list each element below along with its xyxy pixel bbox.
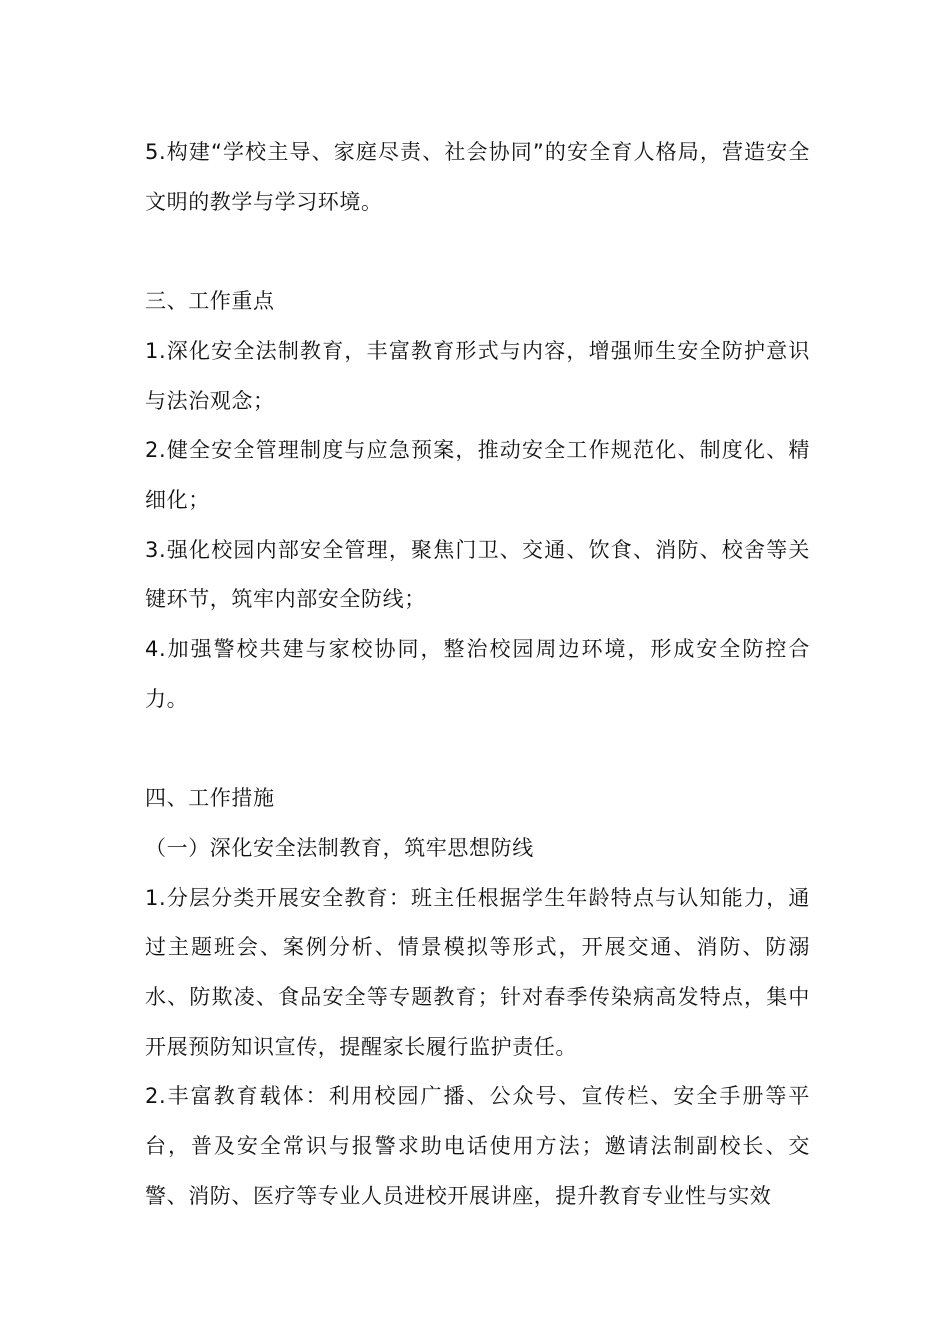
- goal-5-paragraph: 5.构建“学校主导、家庭尽责、社会协同”的安全育人格局，营造安全文明的教学与学习环境。: [145, 140, 810, 214]
- focus-item-1: 1.深化安全法制教育，丰富教育形式与内容，增强师生安全防护意识与法治观念；: [145, 338, 810, 413]
- focus-item-2: 2.健全安全管理制度与应急预案，推动安全工作规范化、制度化、精细化；: [145, 438, 810, 512]
- measure-item-2: 2.丰富教育载体：利用校园广播、公众号、宣传栏、安全手册等平台，普及安全常识与报警求助电话使用方法；邀请法制副校长、交警、消防、医疗等专业人员进校开展讲座，提升教育专业性与实效: [145, 1084, 810, 1208]
- document-body: [145, 128, 810, 1221]
- focus-item-3: 3.强化校园内部安全管理，聚焦门卫、交通、饮食、消防、校舍等关键环节，筑牢内部安全防线；: [145, 537, 810, 612]
- section-4-heading: 四、工作措施: [145, 786, 275, 811]
- section-spacer: [145, 227, 810, 277]
- section-spacer: [145, 724, 810, 774]
- focus-item-4: 4.加强警校共建与家校协同，整治校园周边环境，形成安全防控合力。: [145, 637, 810, 711]
- section-3-heading: 三、工作重点: [145, 289, 275, 314]
- measure-item-1: 1.分层分类开展安全教育：班主任根据学生年龄特点与认知能力，通过主题班会、案例分析、情景模拟等形式，开展交通、消防、防溺水、防欺凌、食品安全等专题教育；针对春季传染病高发特点，集中开展预防知识宣传，提醒家长履行监护责任。: [145, 885, 810, 1059]
- subsection-1-heading: （一）深化安全法制教育，筑牢思想防线: [145, 835, 534, 860]
